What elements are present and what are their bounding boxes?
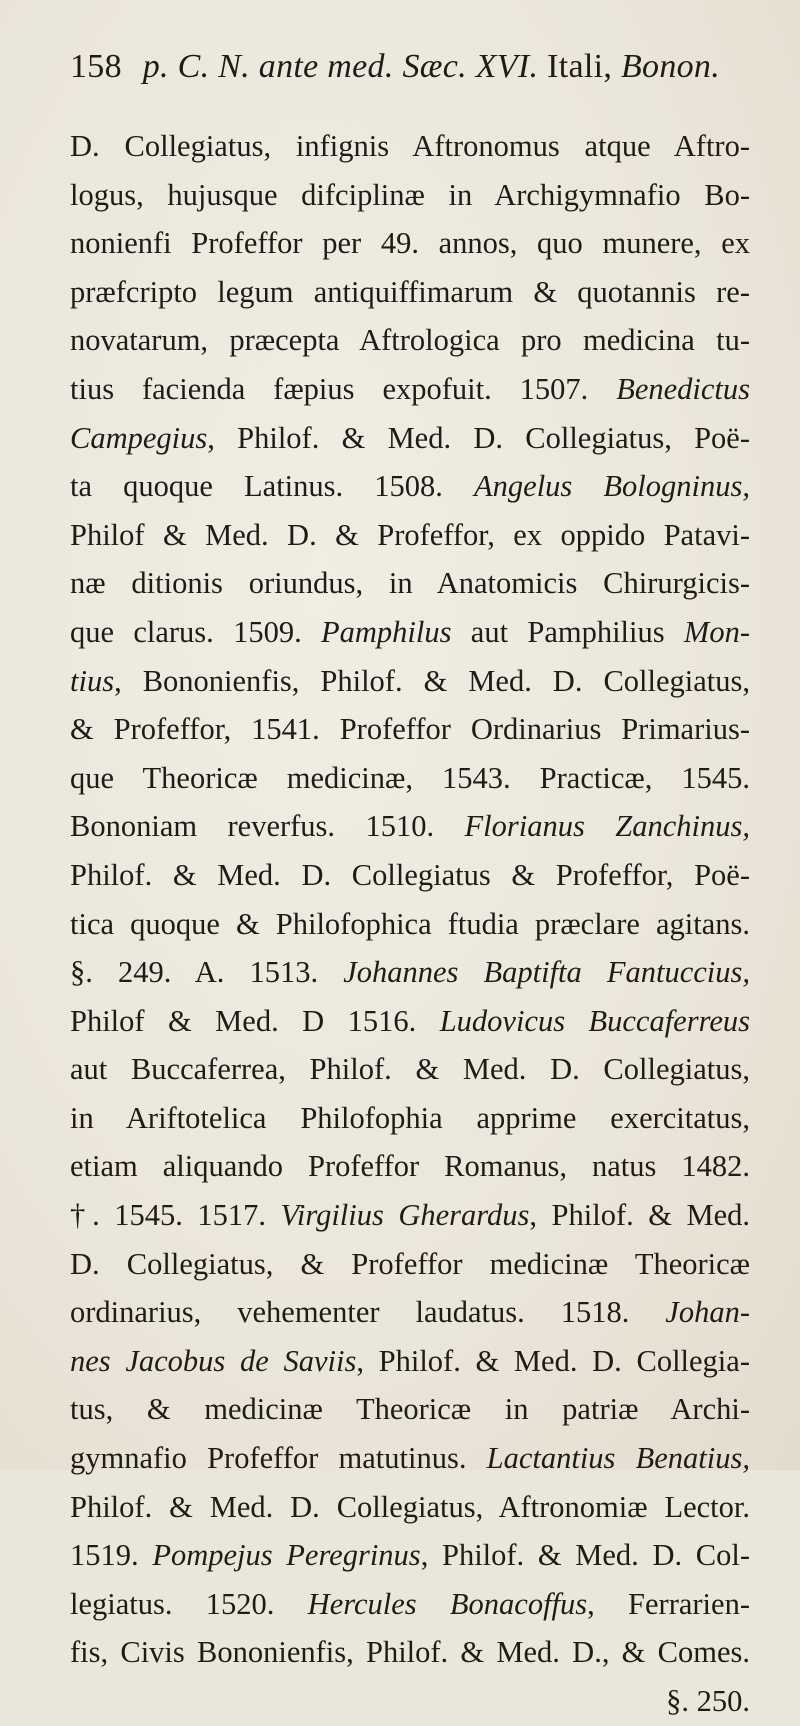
text-line (70, 171, 750, 220)
text-line (70, 1142, 750, 1191)
italic-name: Campegius (70, 420, 208, 455)
body-text (70, 122, 750, 1726)
text-segment: †. 1545. 1517. (70, 1198, 281, 1233)
text-line (70, 1094, 750, 1143)
text-segment: aut Buccaferrea, Philof. & Med. D. Collegiatus, (70, 1052, 750, 1087)
text-segment: , Philof. & Med. D. Col- (420, 1538, 751, 1573)
text-line (70, 414, 750, 463)
text-segment: logus, hujusque difciplinæ in Archigymnafio Bo- (70, 177, 750, 212)
text-segment: præfcripto legum antiquiffimarum & quotannis re- (70, 274, 750, 309)
text-line (70, 219, 750, 268)
text-segment: D. Collegiatus, infignis Aftronomus atque Aftro- (70, 129, 750, 163)
text-segment: aut Pamphilius (451, 614, 684, 649)
text-segment: gymnafio Profeffor matutinus. (70, 1441, 487, 1476)
text-segment: etiam aliquando Profeffor Romanus, natus 1482. (70, 1149, 750, 1184)
text-line (70, 365, 750, 414)
text-segment: D. Collegiatus, & Profeffor medicinæ Theoricæ (70, 1246, 750, 1281)
text-segment: novatarum, præcepta Aftrologica pro medicina tu- (70, 323, 750, 358)
italic-name: Mon- (683, 614, 750, 649)
text-line (70, 851, 750, 900)
text-segment: legiatus. 1520. (70, 1586, 308, 1621)
text-line (70, 1483, 750, 1532)
text-line (70, 316, 750, 365)
text-segment: tius facienda fæpius expofuit. 1507. (70, 371, 617, 406)
text-line (70, 462, 750, 511)
text-line (70, 122, 750, 171)
text-line (70, 1385, 750, 1434)
text-segment: tus, & medicinæ Theoricæ in patriæ Archi- (70, 1392, 750, 1427)
italic-name: Ludovicus Buccaferreus (439, 1003, 750, 1038)
text-segment: , Philof. & Med. D. Collegiatus, Poë- (207, 420, 750, 455)
text-segment: tica quoque & Philofophica ftudia præclare agitans. (70, 906, 750, 941)
running-head (70, 48, 750, 86)
text-segment: Philof & Med. D 1516. (70, 1003, 440, 1038)
text-segment: , Philof. & Med. D. Collegia- (356, 1343, 750, 1378)
italic-name: Florianus Zanchinus, (464, 809, 750, 844)
text-segment: fis, Civis Bononienfis, Philof. & Med. D., & Comes. (70, 1635, 750, 1670)
text-segment: & Profeffor, 1541. Profeffor Ordinarius Primarius- (70, 712, 750, 747)
text-segment: nonienfi Profeffor per 49. annos, quo munere, ex (70, 226, 750, 261)
text-line (70, 948, 750, 997)
italic-name: Angelus Bologninus, (474, 469, 750, 504)
running-title (143, 48, 720, 85)
text-segment: Philof. & Med. D. Collegiatus, Aftronomiæ Lector. (70, 1489, 750, 1524)
italic-name: Benedictus (616, 371, 750, 406)
text-line (70, 1628, 750, 1677)
text-line (70, 657, 750, 706)
text-segment: , Ferrarien- (587, 1586, 750, 1621)
text-line (70, 900, 750, 949)
italic-name: Hercules Bonacoffus (307, 1586, 588, 1621)
italic-name: Pompejus Peregrinus (152, 1538, 421, 1573)
text-segment: in Ariftotelica Philofophia apprime exercitatus, (70, 1100, 750, 1135)
catchword: §. 250. (666, 1684, 750, 1718)
italic-name: Johan- (665, 1295, 750, 1330)
italic-name: tius (70, 663, 115, 698)
italic-name: Lactantius Benatius, (486, 1441, 750, 1476)
text-line (70, 268, 750, 317)
text-segment: ordinarius, vehementer laudatus. 1518. (70, 1295, 666, 1330)
text-line (70, 705, 750, 754)
italic-name: Pamphilus (321, 614, 452, 649)
text-segment: §. 249. A. 1513. (70, 955, 344, 990)
text-line (70, 608, 750, 657)
text-line (70, 1531, 750, 1580)
running-title-part: Itali, (538, 48, 621, 85)
text-line (70, 559, 750, 608)
text-segment: que Theoricæ medicinæ, 1543. Practicæ, 1545. (70, 760, 750, 795)
text-line (70, 1337, 750, 1386)
text-line (70, 1191, 750, 1240)
text-line (70, 1580, 750, 1629)
text-segment: Philof & Med. D. & Profeffor, ex oppido Patavi- (70, 517, 750, 552)
text-line (70, 754, 750, 803)
page-number: 158 (70, 48, 122, 85)
text-segment: , Philof. & Med. (529, 1198, 750, 1233)
italic-name: nes Jacobus de Saviis (70, 1343, 357, 1378)
text-line (70, 1045, 750, 1094)
text-segment: 1519. (70, 1538, 153, 1573)
text-line (70, 1240, 750, 1289)
text-segment: Philof. & Med. D. Collegiatus & Profeffor, Poë- (70, 857, 750, 892)
running-title-part: p. C. N. ante med. Sæc. XVI. (142, 48, 539, 85)
text-line (70, 997, 750, 1046)
text-line (70, 1434, 750, 1483)
text-line (70, 511, 750, 560)
text-segment: , Bononienfis, Philof. & Med. D. Collegiatus, (114, 663, 750, 698)
text-segment: que clarus. 1509. (70, 614, 322, 649)
text-segment: Bononiam reverfus. 1510. (70, 809, 465, 844)
italic-name: Virgilius Gherardus (280, 1198, 530, 1233)
italic-name: Johannes Baptifta Fantuccius, (343, 955, 750, 990)
text-segment: ta quoque Latinus. 1508. (70, 469, 475, 504)
running-title-part: Bonon. (620, 48, 721, 85)
text-line (70, 1288, 750, 1337)
text-line (70, 802, 750, 851)
text-segment: næ ditionis oriundus, in Anatomicis Chirurgicis- (70, 566, 750, 601)
